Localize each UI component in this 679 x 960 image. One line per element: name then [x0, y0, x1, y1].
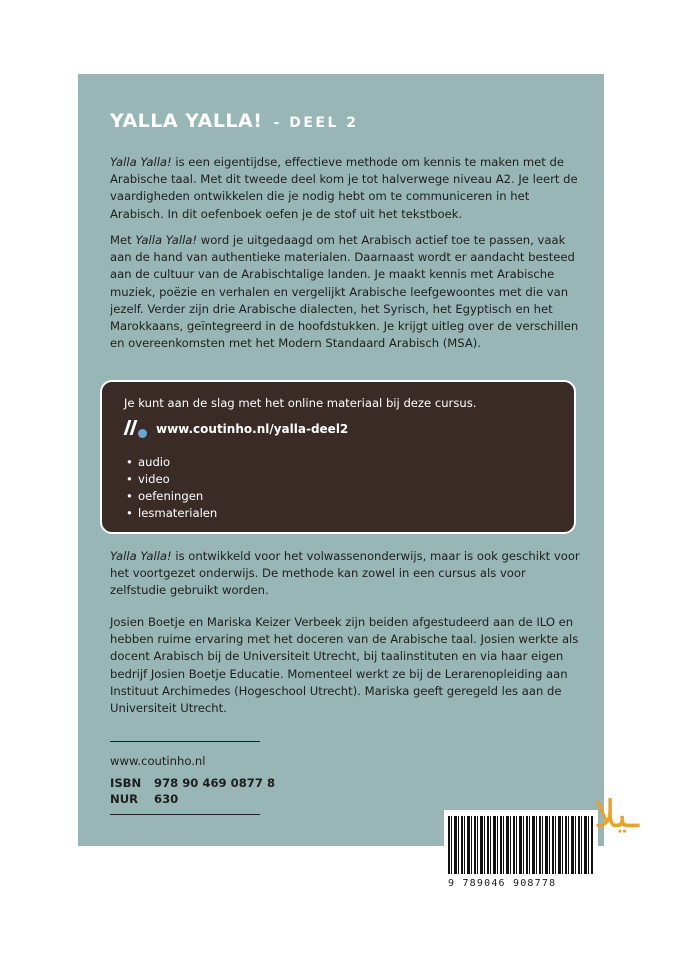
online-intro: Je kunt aan de slag met het online materiaal bij deze cursus. — [124, 396, 477, 410]
barcode-bars — [448, 816, 594, 874]
intro-lead: Yalla Yalla! — [110, 155, 172, 169]
description-after: word je uitgedaagd om het Arabisch actief toe te passen, vaak aan de hand van authentieke materialen. Daarnaast wordt er aandacht besteed aan de cultuur van de Arabischtalige landen. Je maakt kennis met Arabische muziek, poëzie en verhalen en vergelijkt Arabische leefgewoontes met die van jezelf. Verder zijn drie Arabische dialecten, het Syrisch, het Egyptisch en het Marokkaans, geïntegreerd in de hoofdstukken. Je krijgt uitleg over de verschillen en overeenkomsten met het Modern Standaard Arabisch (MSA). — [110, 233, 579, 351]
description-em: Yalla Yalla! — [135, 233, 198, 247]
divider-top — [110, 741, 260, 742]
link-icon — [124, 420, 146, 438]
title-sub: - DEEL 2 — [273, 115, 359, 131]
list-item: • video — [126, 472, 170, 486]
barcode-number: 9 789046 908778 — [448, 878, 557, 889]
divider-bottom — [110, 814, 260, 815]
online-material-box — [100, 380, 576, 534]
isbn-line: ISBN 978 90 469 0877 8 — [110, 776, 276, 790]
online-url[interactable]: www.coutinho.nl/yalla-deel2 — [156, 422, 349, 436]
barcode — [444, 810, 598, 894]
description-before: Met — [110, 233, 136, 247]
back-cover — [78, 74, 604, 846]
authors-paragraph — [110, 614, 580, 717]
book-title — [110, 110, 359, 132]
audience-lead: Yalla Yalla! — [110, 549, 172, 563]
intro-paragraph — [110, 154, 580, 223]
list-item: • oefeningen — [126, 489, 204, 503]
online-link[interactable] — [124, 420, 348, 438]
audience-paragraph — [110, 548, 580, 600]
authors-text: Josien Boetje en Mariska Keizer Verbeek zijn beiden afgestudeerd aan de ILO en hebben ruime ervaring met het doceren van de Arabische taal. Josien werkte als docent Arabisch bij de Universiteit Utrecht, bij taalinstituten en via haar eigen bedrijf Josien Boetje Educatie. Momenteel werkt ze bij de Lerarenopleiding aan Instituut Archimedes (Hogeschool Utrecht). Mariska geeft geregeld les aan de Universiteit Utrecht. — [110, 615, 579, 716]
intro-text: is een eigentijdse, effectieve methode om kennis te maken met de Arabische taal. Met dit tweede deel kom je tot halverwege niveau A2. Je leert de vaardigheden ontwikkelen die je nodig hebt om te communiceren in het Arabisch. In dit oefenboek oefen je de stof uit het tekstboek. — [110, 155, 578, 221]
online-items-list — [126, 454, 217, 522]
nur-line: NUR 630 — [110, 792, 179, 806]
list-item: • lesmaterialen — [126, 506, 218, 520]
audience-text: is ontwikkeld voor het volwassenonderwijs, maar is ook geschikt voor het voortgezet onderwijs. De methode kan zowel in een cursus als voor zelfstudie gebruikt worden. — [110, 549, 580, 598]
publisher-url[interactable]: www.coutinho.nl — [110, 754, 206, 768]
list-item: • audio — [126, 455, 171, 469]
description-paragraph — [110, 232, 580, 352]
title-main: YALLA YALLA! — [110, 110, 263, 132]
arabic-calligraphy-decoration: ـيلا — [594, 792, 640, 836]
